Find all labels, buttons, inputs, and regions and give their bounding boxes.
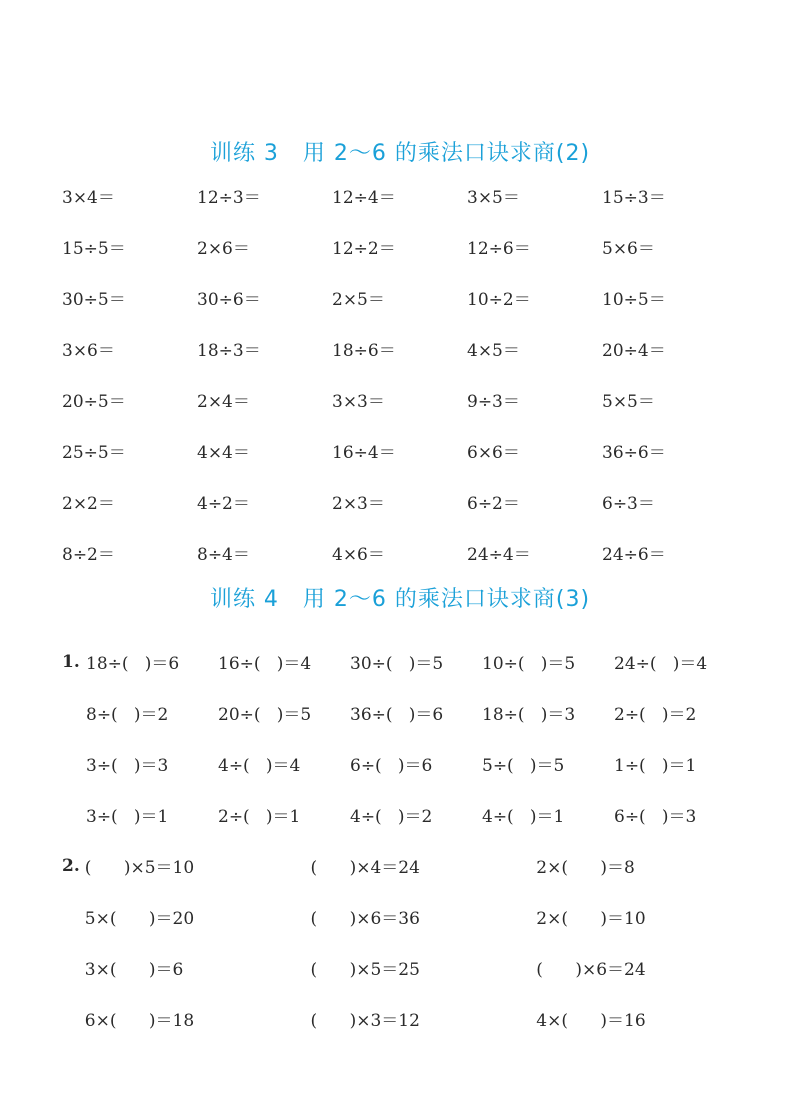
- problem: ( )×6＝36: [310, 909, 420, 929]
- problem: 9÷3＝: [467, 392, 520, 412]
- problem-row: [62, 476, 762, 527]
- problem-row: [62, 738, 762, 789]
- problem: 3×3＝: [332, 392, 385, 412]
- problem: 3×( )＝6: [84, 960, 184, 980]
- problem: 10÷2＝: [467, 290, 531, 310]
- problem: 5÷( )＝5: [482, 756, 565, 776]
- problem: 5×6＝: [602, 239, 655, 259]
- problem: 10÷5＝: [602, 290, 666, 310]
- problem: 3×5＝: [467, 188, 520, 208]
- problem: 20÷5＝: [62, 392, 126, 412]
- problem-row: [62, 687, 762, 738]
- problem: 10÷( )＝5: [482, 654, 576, 674]
- problem: 18÷( )＝6: [86, 654, 180, 674]
- problem: 5×5＝: [602, 392, 655, 412]
- problem-row: [62, 789, 762, 840]
- problem: 30÷6＝: [197, 290, 261, 310]
- problem-row: [62, 323, 762, 374]
- problem: 2×( )＝10: [536, 909, 646, 929]
- problem: 3÷( )＝3: [86, 756, 169, 776]
- problem: 6×( )＝18: [84, 1011, 195, 1031]
- exercise-1: [62, 636, 762, 840]
- problem-row: [62, 425, 762, 476]
- problem: 1÷( )＝1: [614, 756, 697, 776]
- problem: ( )×5＝10: [84, 858, 195, 878]
- problem: 24÷( )＝4: [614, 654, 708, 674]
- problem: 12÷3＝: [197, 188, 261, 208]
- problem: ( )×5＝25: [310, 960, 420, 980]
- problem-row: [62, 527, 762, 578]
- problem: ( )×4＝24: [310, 858, 420, 878]
- problem: 24÷6＝: [602, 545, 666, 565]
- exercise-number: 2.: [62, 855, 80, 876]
- problem: 2×4＝: [197, 392, 250, 412]
- problem: 20÷4＝: [602, 341, 666, 361]
- problem: 2×( )＝8: [536, 858, 635, 878]
- problem-row: [62, 891, 762, 942]
- problem-row: [62, 221, 762, 272]
- problem-row: [62, 636, 762, 687]
- problem: 6÷2＝: [467, 494, 520, 514]
- problem: 12÷4＝: [332, 188, 396, 208]
- problem: 24÷4＝: [467, 545, 531, 565]
- problem: 15÷3＝: [602, 188, 666, 208]
- problem: 18÷6＝: [332, 341, 396, 361]
- problem: 4×( )＝16: [536, 1011, 646, 1031]
- problem: 6×6＝: [467, 443, 520, 463]
- problem: 4×6＝: [332, 545, 385, 565]
- problem: 2×6＝: [197, 239, 250, 259]
- problem: 4÷( )＝2: [350, 807, 433, 827]
- problem: ( )×3＝12: [310, 1011, 420, 1031]
- problem: 20÷( )＝5: [218, 705, 312, 725]
- problem: 30÷5＝: [62, 290, 126, 310]
- problem: 4÷( )＝4: [218, 756, 301, 776]
- problem-row: [62, 374, 762, 425]
- problem: 36÷( )＝6: [350, 705, 444, 725]
- problem: 16÷4＝: [332, 443, 396, 463]
- problem-row: [62, 170, 762, 221]
- problem: 4÷( )＝1: [482, 807, 565, 827]
- problem: 3×4＝: [62, 188, 115, 208]
- problem: 2×2＝: [62, 494, 115, 514]
- problem: 25÷5＝: [62, 443, 126, 463]
- problem: 2×3＝: [332, 494, 385, 514]
- training-3-title: 训练 3 用 2～6 的乘法口诀求商(2): [209, 141, 591, 166]
- problem: 8÷4＝: [197, 545, 250, 565]
- problem-row: [62, 840, 762, 891]
- problem: 16÷( )＝4: [218, 654, 312, 674]
- problem: 4×4＝: [197, 443, 250, 463]
- problem: ( )×6＝24: [536, 960, 646, 980]
- problem: 36÷6＝: [602, 443, 666, 463]
- training-3-grid: [62, 170, 762, 578]
- problem-row: [62, 993, 762, 1044]
- problem: 2×5＝: [332, 290, 385, 310]
- problem-row: [62, 272, 762, 323]
- problem: 2÷( )＝2: [614, 705, 697, 725]
- exercise-2: [62, 840, 762, 1044]
- problem: 30÷( )＝5: [350, 654, 444, 674]
- problem: 12÷6＝: [467, 239, 531, 259]
- problem: 3÷( )＝1: [86, 807, 169, 827]
- problem: 15÷5＝: [62, 239, 126, 259]
- problem: 8÷( )＝2: [86, 705, 169, 725]
- problem: 6÷( )＝6: [350, 756, 433, 776]
- problem: 8÷2＝: [62, 545, 115, 565]
- problem: 4÷2＝: [197, 494, 250, 514]
- problem: 6÷3＝: [602, 494, 655, 514]
- problem: 18÷( )＝3: [482, 705, 576, 725]
- problem: 2÷( )＝1: [218, 807, 301, 827]
- problem: 6÷( )＝3: [614, 807, 697, 827]
- problem: 18÷3＝: [197, 341, 261, 361]
- problem: 12÷2＝: [332, 239, 396, 259]
- problem: 3×6＝: [62, 341, 115, 361]
- problem: 5×( )＝20: [84, 909, 195, 929]
- exercise-number: 1.: [62, 651, 80, 672]
- problem: 4×5＝: [467, 341, 520, 361]
- training-4-title: 训练 4 用 2～6 的乘法口诀求商(3): [209, 587, 591, 612]
- problem-row: [62, 942, 762, 993]
